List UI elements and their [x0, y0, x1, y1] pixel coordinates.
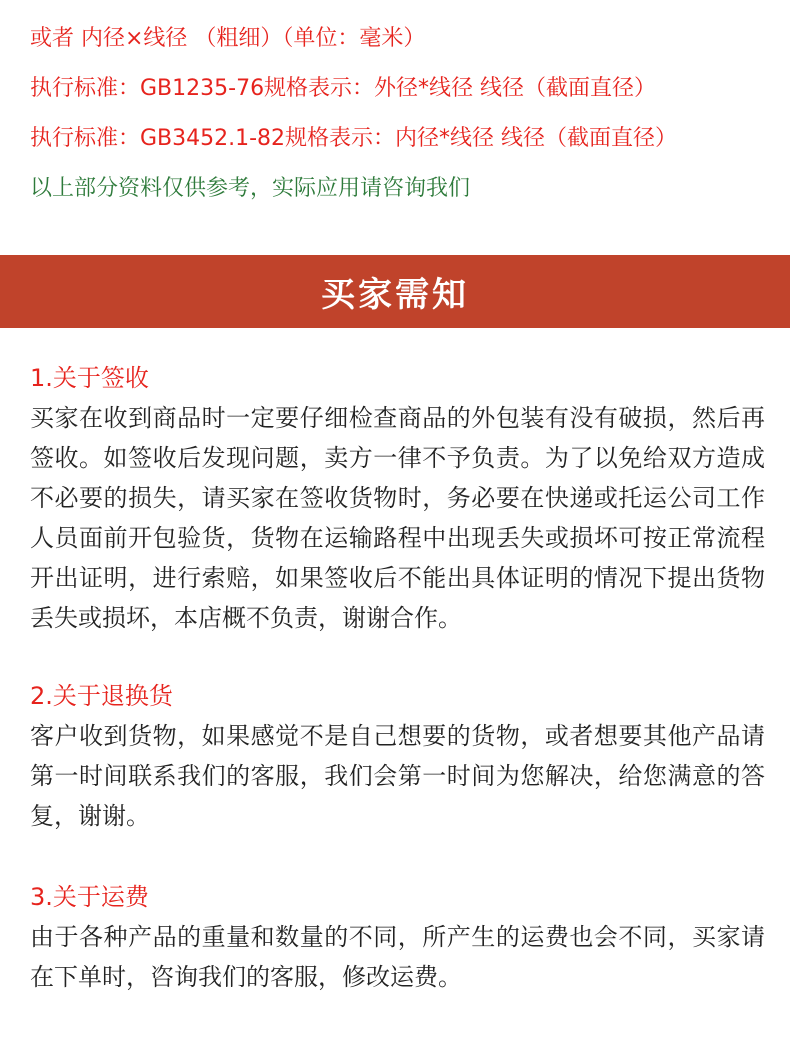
buyer-notice-banner [0, 255, 790, 328]
spec-line-standard-gb3452: 执行标准：GB3452.1-82规格表示：内径*线径 线径（截面直径） [30, 126, 678, 151]
spec-info-block [30, 14, 780, 214]
reference-note: 以上部分资料仅供参考，实际应用请咨询我们 [30, 176, 471, 201]
banner-title: 买家需知 [321, 275, 469, 315]
section-heading: 3.关于运费 [30, 883, 149, 911]
section-body: 由于各种产品的重量和数量的不同，所产生的运费也会不同，买家请在下单时，咨询我们的客服，修改运费。 [30, 923, 765, 991]
section-heading: 1.关于签收 [30, 364, 149, 392]
section-signing [30, 358, 765, 638]
section-body: 客户收到货物，如果感觉不是自己想要的货物，或者想要其他产品请第一时间联系我们的客服，我们会第一时间为您解决，给您满意的答复，谢谢。 [30, 722, 765, 830]
section-shipping [30, 877, 765, 997]
section-body: 买家在收到商品时一定要仔细检查商品的外包装有没有破损，然后再签收。如签收后发现问题，卖方一律不予负责。为了以免给双方造成不必要的损失，请买家在签收货物时，务必要在快递或托运公司工作人员面前开包验货，货物在运输路程中出现丢失或损坏可按正常流程开出证明，进行索赔，如果签收后不能出具体证明的情况下提出货物丢失或损坏，本店概不负责，谢谢合作。 [30, 404, 765, 632]
spec-line-standard-gb1235: 执行标准：GB1235-76规格表示：外径*线径 线径（截面直径） [30, 76, 657, 101]
section-returns [30, 676, 765, 836]
spec-line-size-format: 或者 内径×线径 （粗细）（单位：毫米） [30, 26, 426, 51]
section-heading: 2.关于退换货 [30, 682, 173, 710]
